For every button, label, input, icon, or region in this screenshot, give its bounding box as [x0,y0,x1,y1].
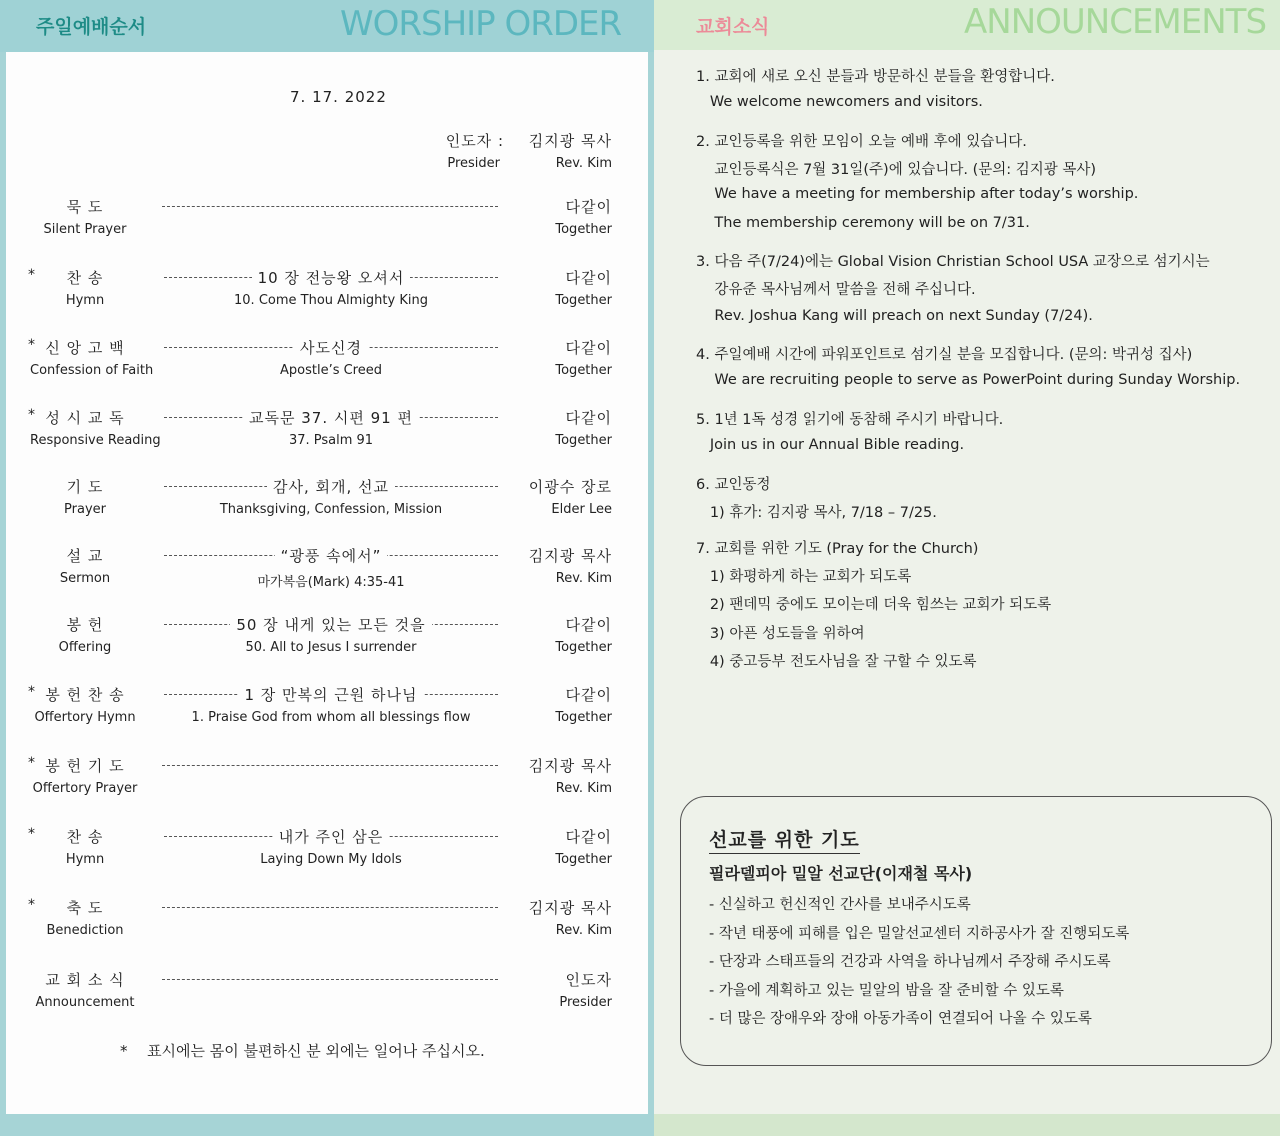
order-item-en: Offertory Prayer [32,781,138,796]
announcement-line: 7. 교회를 위한 기도 (Pray for the Church) [696,541,979,557]
order-item-title-en: Laying Down My Idols [260,852,402,867]
order-item-kr: 봉 헌 기 도 [45,757,125,775]
standing-mark: * [28,826,35,842]
order-item-title-en: Apostle’s Creed [279,363,382,378]
order-item-en: Responsive Reading [30,433,161,448]
order-item-kr: 찬 송 [66,828,104,846]
dotted-leader [162,979,498,980]
order-leader-kr: 다같이 [565,616,612,634]
standing-mark: * [28,407,35,423]
order-item-title-kr: 교독문 37. 시편 91 편 [164,407,498,428]
announcements-header-bar [654,0,1280,50]
mission-title: 선교를 위한 기도 [709,825,860,854]
presider-label-kr: 인도자 : [445,132,504,150]
order-item-title-kr: 1 장 만복의 근원 하나님 [164,684,498,705]
dotted-leader [162,206,498,207]
dotted-leader [162,765,498,766]
order-item-en: Sermon [59,571,111,586]
announcement-line: 강유준 목사님께서 말씀을 전해 주십니다. [696,282,976,298]
mission-prayer-item: - 작년 태풍에 피해를 입은 밀알선교센터 지하공사가 잘 진행되도록 [709,925,1130,942]
order-leader-kr: 다같이 [565,339,612,357]
order-item-kr: 축 도 [66,899,104,917]
announcement-line: 4. 주일예배 시간에 파워포인트로 섬기실 분을 모집합니다. (문의: 박귀성 집사) [696,347,1193,363]
worship-footer-bar [0,1114,654,1136]
order-leader-en: Together [555,433,612,448]
announcement-line: The membership ceremony will be on 7/31. [696,215,1030,231]
announcement-line: We are recruiting people to serve as PowerPoint during Sunday Worship. [696,372,1241,388]
announcement-line: 1. 교회에 새로 오신 분들과 방문하신 분들을 환영합니다. [696,69,1055,85]
announcement-line: Rev. Joshua Kang will preach on next Sunday (7/24). [696,308,1093,324]
announcement-line: 1) 휴가: 김지광 목사, 7/18 – 7/25. [696,505,937,521]
order-leader-en: Together [555,710,612,725]
left-border [0,52,6,1114]
announcement-line: 2) 팬데믹 중에도 모이는데 더욱 힘쓰는 교회가 되도록 [696,597,1052,613]
order-item-kr: 기 도 [66,478,104,496]
order-item-en: Offering [58,640,112,655]
presider-label-en: Presider [447,156,500,171]
order-item-en: Announcement [35,995,135,1010]
order-leader-kr: 다같이 [565,269,612,287]
mission-prayer-item: - 더 많은 장애우와 장애 아동가족이 연결되어 나올 수 있도록 [709,1011,1092,1027]
order-leader-en: Together [555,293,612,308]
order-leader-kr: 다같이 [565,686,612,704]
order-item-kr: 성 시 교 독 [45,409,125,427]
order-leader-en: Elder Lee [551,502,612,517]
standing-mark: * [28,684,35,700]
order-item-en: Benediction [46,923,124,938]
order-item-en: Prayer [64,502,106,517]
worship-title-kr: 주일예배순서 [36,16,147,38]
announcements-title-en: ANNOUNCEMENTS [964,2,1267,42]
standing-mark: * [28,267,35,283]
standing-mark: * [28,337,35,353]
mission-prayer-item: - 가을에 계획하고 있는 밀알의 밤을 잘 준비할 수 있도록 [709,982,1064,999]
announcement-line: 3) 아픈 성도들을 위하여 [696,626,865,642]
order-item-title-en: 10. Come Thou Almighty King [234,293,428,308]
order-item-title-kr: 10 장 전능왕 오셔서 [164,267,498,288]
mission-subtitle: 필라델피아 밀알 선교단(이재철 목사) [709,864,973,883]
order-leader-kr: 이광수 장로 [528,478,612,496]
footnote-star: * [120,1042,128,1060]
dotted-leader [162,907,498,908]
announcement-line: 5. 1년 1독 성경 읽기에 동참해 주시기 바랍니다. [696,412,1004,428]
announcement-line: 6. 교인동정 [696,477,771,493]
order-item-title-kr: 내가 주인 삼은 [164,826,498,847]
order-item-title-kr: 사도신경 [164,337,498,358]
order-item-title-en: 마가복음(Mark) 4:35-41 [257,575,405,590]
standing-mark: * [28,755,35,771]
worship-date: 7. 17. 2022 [290,88,387,106]
announcement-line: Join us in our Annual Bible reading. [696,437,965,453]
order-leader-en: Rev. Kim [555,923,612,938]
worship-title-en: WORSHIP ORDER [340,4,622,44]
footnote-text: 표시에는 몸이 불편하신 분 외에는 일어나 주십시오. [147,1042,485,1060]
announcement-line: We welcome newcomers and visitors. [696,94,983,110]
mission-prayer-item: - 신실하고 헌신적인 간사를 보내주시도록 [709,897,971,913]
announcement-line: 2. 교인등록을 위한 모임이 오늘 예배 후에 있습니다. [696,134,1027,150]
order-leader-en: Presider [559,995,612,1010]
order-item-en: Offertory Hymn [34,710,136,725]
order-item-en: Hymn [65,293,105,308]
order-leader-kr: 다같이 [565,409,612,427]
order-item-title-en: 50. All to Jesus I surrender [245,640,417,655]
order-item-kr: 교 회 소 식 [45,971,125,989]
order-item-kr: 설 교 [66,547,104,565]
order-item-title-kr: 50 장 내게 있는 모든 것을 [164,614,498,635]
order-leader-en: Together [555,363,612,378]
order-item-en: Hymn [65,852,105,867]
order-item-title-en: 1. Praise God from whom all blessings flow [191,710,471,725]
standing-mark: * [28,897,35,913]
order-leader-kr: 다같이 [565,828,612,846]
order-item-title-kr: “광풍 속에서” [164,545,498,566]
order-item-kr: 봉 헌 [66,616,104,634]
mission-prayer-item: - 단장과 스태프들의 건강과 사역을 하나님께서 주장해 주시도록 [709,954,1111,970]
order-leader-en: Together [555,640,612,655]
order-leader-kr: 인도자 [565,971,612,989]
presider-name-kr: 김지광 목사 [528,132,612,150]
presider-name-en: Rev. Kim [555,156,612,171]
order-item-kr: 묵 도 [66,198,104,216]
announcements-footer-bar [654,1114,1280,1136]
order-leader-kr: 다같이 [565,198,612,216]
announcements-title-kr: 교회소식 [696,16,770,38]
order-item-en: Confession of Faith [30,363,154,378]
order-item-title-en: 37. Psalm 91 [288,433,374,448]
order-item-kr: 신 앙 고 백 [45,339,125,357]
announcement-line: 3. 다음 주(7/24)에는 Global Vision Christian School USA 교장으로 섬기시는 [696,254,1210,270]
order-leader-en: Together [555,852,612,867]
order-leader-en: Rev. Kim [555,781,612,796]
order-leader-kr: 김지광 목사 [528,899,612,917]
mission-prayer-box [680,796,1272,1066]
announcement-line: 4) 중고등부 전도사님을 잘 구할 수 있도록 [696,654,977,670]
order-leader-en: Together [555,222,612,237]
order-item-kr: 찬 송 [66,269,104,287]
order-item-title-en: Thanksgiving, Confession, Mission [219,502,443,517]
order-item-title-kr: 감사, 회개, 선교 [164,476,498,497]
order-leader-en: Rev. Kim [555,571,612,586]
order-item-kr: 봉 헌 찬 송 [45,686,125,704]
order-leader-kr: 김지광 목사 [528,547,612,565]
announcement-line: 교인등록식은 7월 31일(주)에 있습니다. (문의: 김지광 목사) [696,162,1097,178]
announcement-line: 1) 화평하게 하는 교회가 되도록 [696,569,912,585]
announcements-panel [654,0,1280,1136]
worship-header-bar [0,0,654,52]
order-leader-kr: 김지광 목사 [528,757,612,775]
footnote [120,1040,485,1061]
order-item-en: Silent Prayer [43,222,127,237]
announcement-line: We have a meeting for membership after today’s worship. [696,186,1139,202]
